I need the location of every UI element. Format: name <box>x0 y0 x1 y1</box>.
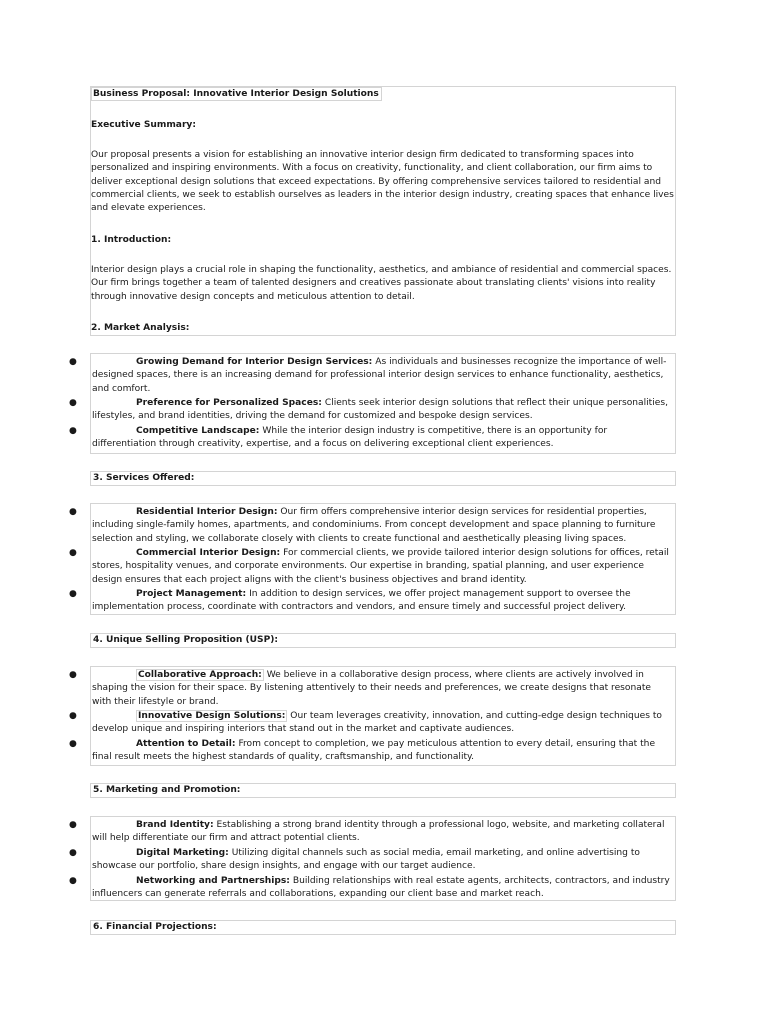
list-item <box>69 875 672 902</box>
bullet-icon: ● <box>69 589 77 600</box>
item-text: Our firm offers comprehensive interior design services for residential properties, including single-family homes, apartments, and condominiums. From concept development and space planning to furniture selection and styling, we collaborate closely with clients to create functional and aesthetically pleasing living spaces. <box>92 507 656 544</box>
item-text: Building relationships with real estate agents, architects, contractors, and industry influencers can generate referrals and collaborations, expanding our client base and market reach. <box>92 875 670 899</box>
list-item <box>69 738 672 765</box>
list-item <box>69 356 672 396</box>
item-title: Brand Identity: <box>136 820 214 830</box>
executive-summary-text: Our proposal presents a vision for establishing an innovative interior design firm dedicated to transforming spaces into personalized and inspiring environments. With a focus on creativity, functionality, and client collaboration, our firm aims to deliver exceptional design solutions that exceed expectations. By offering comprehensive services tailored to residential and commercial clients, we seek to establish ourselves as leaders in the interior design industry, creating spaces that enhance lives and elevate experiences. <box>91 150 674 214</box>
bullet-icon: ● <box>69 357 77 367</box>
usp-heading: 4. Unique Selling Proposition (USP): <box>90 633 676 648</box>
item-text: Clients seek interior design solutions that reflect their unique personalities, lifestyles, and brand identities, driving the demand for customized and bespoke design services. <box>92 398 668 422</box>
list-item <box>69 425 672 452</box>
item-title: Innovative Design Solutions: <box>138 711 286 722</box>
executive-summary-heading: Executive Summary: <box>91 120 196 130</box>
bullet-icon: ● <box>69 507 77 517</box>
item-text: While the interior design industry is competitive, there is an opportunity for differentiation through creativity, expertise, and a focus on delivering exceptional client experiences. <box>92 425 608 450</box>
list-item <box>69 819 672 846</box>
item-title: Residential Interior Design: <box>136 507 278 517</box>
item-title: Networking and Partnerships: <box>136 875 290 886</box>
services-list <box>69 503 676 615</box>
item-text: Utilizing digital channels such as social media, email marketing, and online advertising to showcase our portfolio, share design insights, and engage with our target audience. <box>92 847 640 872</box>
bullet-icon: ● <box>69 670 77 680</box>
bullet-icon: ● <box>69 711 77 722</box>
item-title: Digital Marketing: <box>136 847 229 858</box>
item-title: Project Management: <box>136 589 247 600</box>
introduction-text: Interior design plays a crucial role in shaping the functionality, aesthetics, and ambiance of residential and commercial spaces. Our firm brings together a team of talented designers and creatives passionate about translating clients' visions into reality through innovative design concepts and meticulous attention to detail. <box>91 265 672 302</box>
list-item <box>69 710 672 737</box>
document-title: Business Proposal: Innovative Interior Design Solutions <box>91 87 382 101</box>
item-title: Growing Demand for Interior Design Services: <box>136 357 373 367</box>
item-title: Collaborative Approach: <box>138 670 262 680</box>
marketing-list <box>69 816 676 901</box>
market-analysis-list <box>69 353 676 454</box>
services-heading: 3. Services Offered: <box>90 471 676 486</box>
bullet-icon: ● <box>69 820 77 830</box>
item-text: Establishing a strong brand identity through a professional logo, website, and marketing collateral will help differentiate our firm and attract potential clients. <box>92 820 665 844</box>
list-item <box>69 547 672 587</box>
item-text: As individuals and businesses recognize the importance of well-designed spaces, there is an increasing demand for professional interior design services to enhance functionality, aesthetics, and comfort. <box>92 357 667 394</box>
list-item <box>69 506 672 546</box>
item-title: Attention to Detail: <box>136 738 236 749</box>
list-item <box>69 669 672 709</box>
item-text: In addition to design services, we offer project management support to oversee the implementation process, coordinate with contractors and vendors, and ensure timely and successful project delivery. <box>92 589 631 613</box>
introduction-heading: 1. Introduction: <box>91 235 172 245</box>
bullet-icon: ● <box>69 875 77 886</box>
bullet-icon: ● <box>69 847 77 858</box>
bullet-icon: ● <box>69 398 77 409</box>
marketing-heading: 5. Marketing and Promotion: <box>90 783 676 798</box>
bullet-icon: ● <box>69 548 77 559</box>
bullet-icon: ● <box>69 425 77 436</box>
item-title: Commercial Interior Design: <box>136 548 281 559</box>
item-text: Our team leverages creativity, innovation, and cutting-edge design techniques to develop unique and inspiring interiors that stand out in the market and captivate audiences. <box>92 711 662 735</box>
item-text: For commercial clients, we provide tailored interior design solutions for offices, retail stores, hospitality venues, and corporate environments. Our expertise in branding, spatial planning, and user experience design ensures that each project aligns with the client's business objectives and brand identity. <box>92 548 669 585</box>
item-text: From concept to completion, we pay meticulous attention to every detail, ensuring that the final result meets the highest standards of quality, craftsmanship, and functionality. <box>92 738 656 763</box>
item-title: Preference for Personalized Spaces: <box>136 398 322 409</box>
list-item <box>69 397 672 424</box>
item-text: We believe in a collaborative design process, where clients are actively involved in shaping the vision for their space. By listening attentively to their needs and preferences, we create designs that resonate with their lifestyle or brand. <box>92 670 651 707</box>
financial-heading: 6. Financial Projections: <box>90 920 676 935</box>
usp-list <box>69 666 676 766</box>
bullet-icon: ● <box>69 738 77 749</box>
list-item <box>69 588 672 615</box>
market-analysis-heading: 2. Market Analysis: <box>91 323 190 333</box>
item-title: Competitive Landscape: <box>136 425 260 436</box>
list-item <box>69 847 672 874</box>
